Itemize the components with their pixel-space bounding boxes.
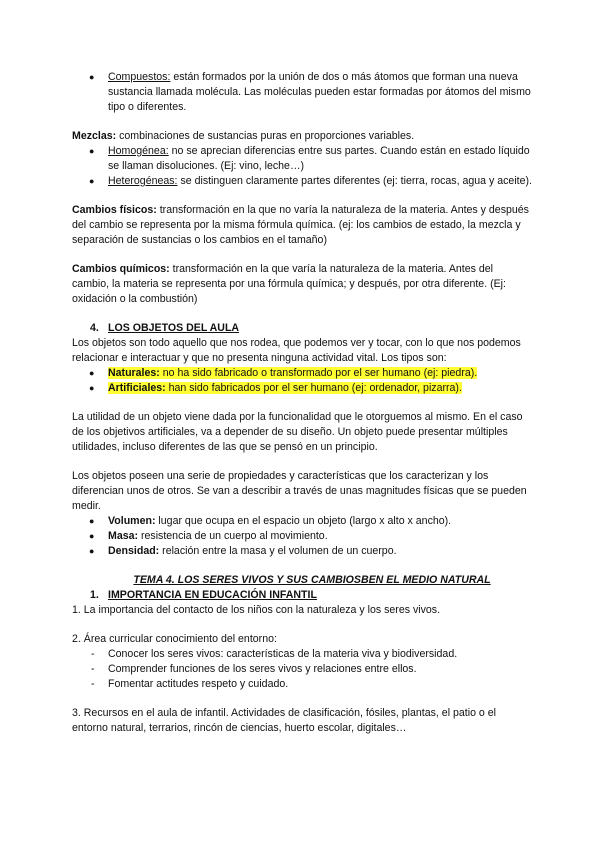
utilidad-paragraph: La utilidad de un objeto viene dada por la funcionalidad que le otorguemos al mismo. En el caso de los objetivos artificiales, va a depender de su diseño. Un objeto puede presentar múltiples utilidades, incluso diferentes de las que se pensó en un principio. xyxy=(72,411,523,453)
artificiales-term: Artificiales: xyxy=(108,382,166,394)
entorno-list xyxy=(72,647,532,692)
list-item xyxy=(72,514,532,529)
masa-text: resistencia de un cuerpo al movimiento. xyxy=(138,530,328,542)
compuestos-list xyxy=(72,70,532,115)
volumen-term: Volumen: xyxy=(108,515,156,527)
list-item-text: Comprender funciones de los seres vivos y relaciones entre ellos. xyxy=(108,663,417,675)
document-content xyxy=(72,70,532,736)
compuestos-text: están formados por la unión de dos o más átomos que forman una nueva sustancia llamada molécula. Las moléculas pueden estar formadas por átomos del mismo tipo o diferentes. xyxy=(108,71,531,113)
mezclas-list xyxy=(72,144,532,189)
naturales-term: Naturales: xyxy=(108,367,160,379)
list-item xyxy=(72,529,532,544)
magnitudes-list xyxy=(72,514,532,559)
tema-title: TEMA 4. LOS SERES VIVOS Y SUS CAMBIOSBEN EL MEDIO NATURAL xyxy=(133,574,491,586)
bullet-icon: ● xyxy=(89,546,95,556)
bullet-icon: ● xyxy=(89,176,95,186)
tema-point-1: 1. La importancia del contacto de los niños con la naturaleza y los seres vivos. xyxy=(72,604,441,616)
list-item-text: Conocer los seres vivos: características de la materia viva y biodiversidad. xyxy=(108,648,458,660)
bullet-icon: ● xyxy=(89,383,95,393)
tema-heading-number: 1. xyxy=(90,589,99,601)
bullet-icon: ● xyxy=(89,516,95,526)
tema-heading xyxy=(72,588,532,603)
list-item xyxy=(72,662,532,677)
mezclas-paragraph xyxy=(72,129,532,144)
list-item xyxy=(72,174,532,189)
list-item-text: Fomentar actitudes respeto y cuidado. xyxy=(108,678,289,690)
homogenea-term: Homogénea: xyxy=(108,145,169,157)
list-item xyxy=(72,381,532,396)
compuestos-term: Compuestos: xyxy=(108,71,171,83)
homogenea-text: no se aprecian diferencias entre sus partes. Cuando están en estado líquido se llaman disoluciones. (Ej: vino, leche…) xyxy=(108,145,530,172)
mezclas-term: Mezclas: xyxy=(72,130,117,142)
bullet-icon: ● xyxy=(89,368,95,378)
dash-icon: - xyxy=(91,648,95,660)
cambios-fisicos-paragraph xyxy=(72,203,532,248)
artificiales-text: han sido fabricados por el ser humano (ej: ordenador, pizarra). xyxy=(165,382,462,394)
tema-heading-title: IMPORTANCIA EN EDUCACIÓN INFANTIL xyxy=(108,589,317,601)
bullet-icon: ● xyxy=(89,72,95,82)
list-item xyxy=(72,677,532,692)
cambios-fisicos-term: Cambios físicos: xyxy=(72,204,157,216)
cambios-quimicos-term: Cambios químicos: xyxy=(72,263,170,275)
tema-point-2: 2. Área curricular conocimiento del entorno: xyxy=(72,633,277,645)
densidad-text: relación entre la masa y el volumen de un cuerpo. xyxy=(159,545,397,557)
propiedades-paragraph: Los objetos poseen una serie de propiedades y características que los caracterizan y los diferencian unos de otros. Se van a describir a través de unas magnitudes físicas que se pueden medir. xyxy=(72,470,527,512)
list-item xyxy=(72,647,532,662)
densidad-term: Densidad: xyxy=(108,545,160,557)
mezclas-text: combinaciones de sustancias puras en proporciones variables. xyxy=(116,130,415,142)
heterogeneas-text: se distinguen claramente partes diferentes (ej: tierra, rocas, agua y aceite). xyxy=(177,175,532,187)
bullet-icon: ● xyxy=(89,531,95,541)
tema-point-3: 3. Recursos en el aula de infantil. Actividades de clasificación, fósiles, plantas, el patio o el entorno natural, terrarios, rincón de ciencias, huerto escolar, digitales… xyxy=(72,707,496,734)
cambios-quimicos-paragraph xyxy=(72,262,532,307)
cambios-fisicos-text: transformación en la que no varía la naturaleza de la materia. Antes y después del cambio se representa por la misma fórmula química. (ej: los cambios de estado, la mezcla y separación de sustancias o los cambios en el tamaño) xyxy=(72,204,529,246)
list-item xyxy=(72,366,532,381)
tipos-list xyxy=(72,366,532,396)
heterogeneas-term: Heterogéneas: xyxy=(108,175,178,187)
section-number: 4. xyxy=(90,322,99,334)
dash-icon: - xyxy=(91,663,95,675)
masa-term: Masa: xyxy=(108,530,139,542)
section-title: LOS OBJETOS DEL AULA xyxy=(108,322,240,334)
list-item xyxy=(72,70,532,115)
list-item xyxy=(72,544,532,559)
list-item xyxy=(72,144,532,174)
volumen-text: lugar que ocupa en el espacio un objeto (largo x alto x ancho). xyxy=(155,515,452,527)
section-heading xyxy=(72,321,532,336)
cambios-quimicos-text: transformación en la que varía la naturaleza de la materia. Antes del cambio, la materia se representa por una fórmula química; y después, por otra diferente. (Ej: oxidación o la combustión) xyxy=(72,263,506,305)
dash-icon: - xyxy=(91,678,95,690)
bullet-icon: ● xyxy=(89,146,95,156)
naturales-text: no ha sido fabricado o transformado por el ser humano (ej: piedra). xyxy=(159,367,478,379)
objetos-intro: Los objetos son todo aquello que nos rodea, que podemos ver y tocar, con lo que nos podemos relacionar e interactuar y que no presenta ninguna actividad vital. Los tipos son: xyxy=(72,337,521,364)
